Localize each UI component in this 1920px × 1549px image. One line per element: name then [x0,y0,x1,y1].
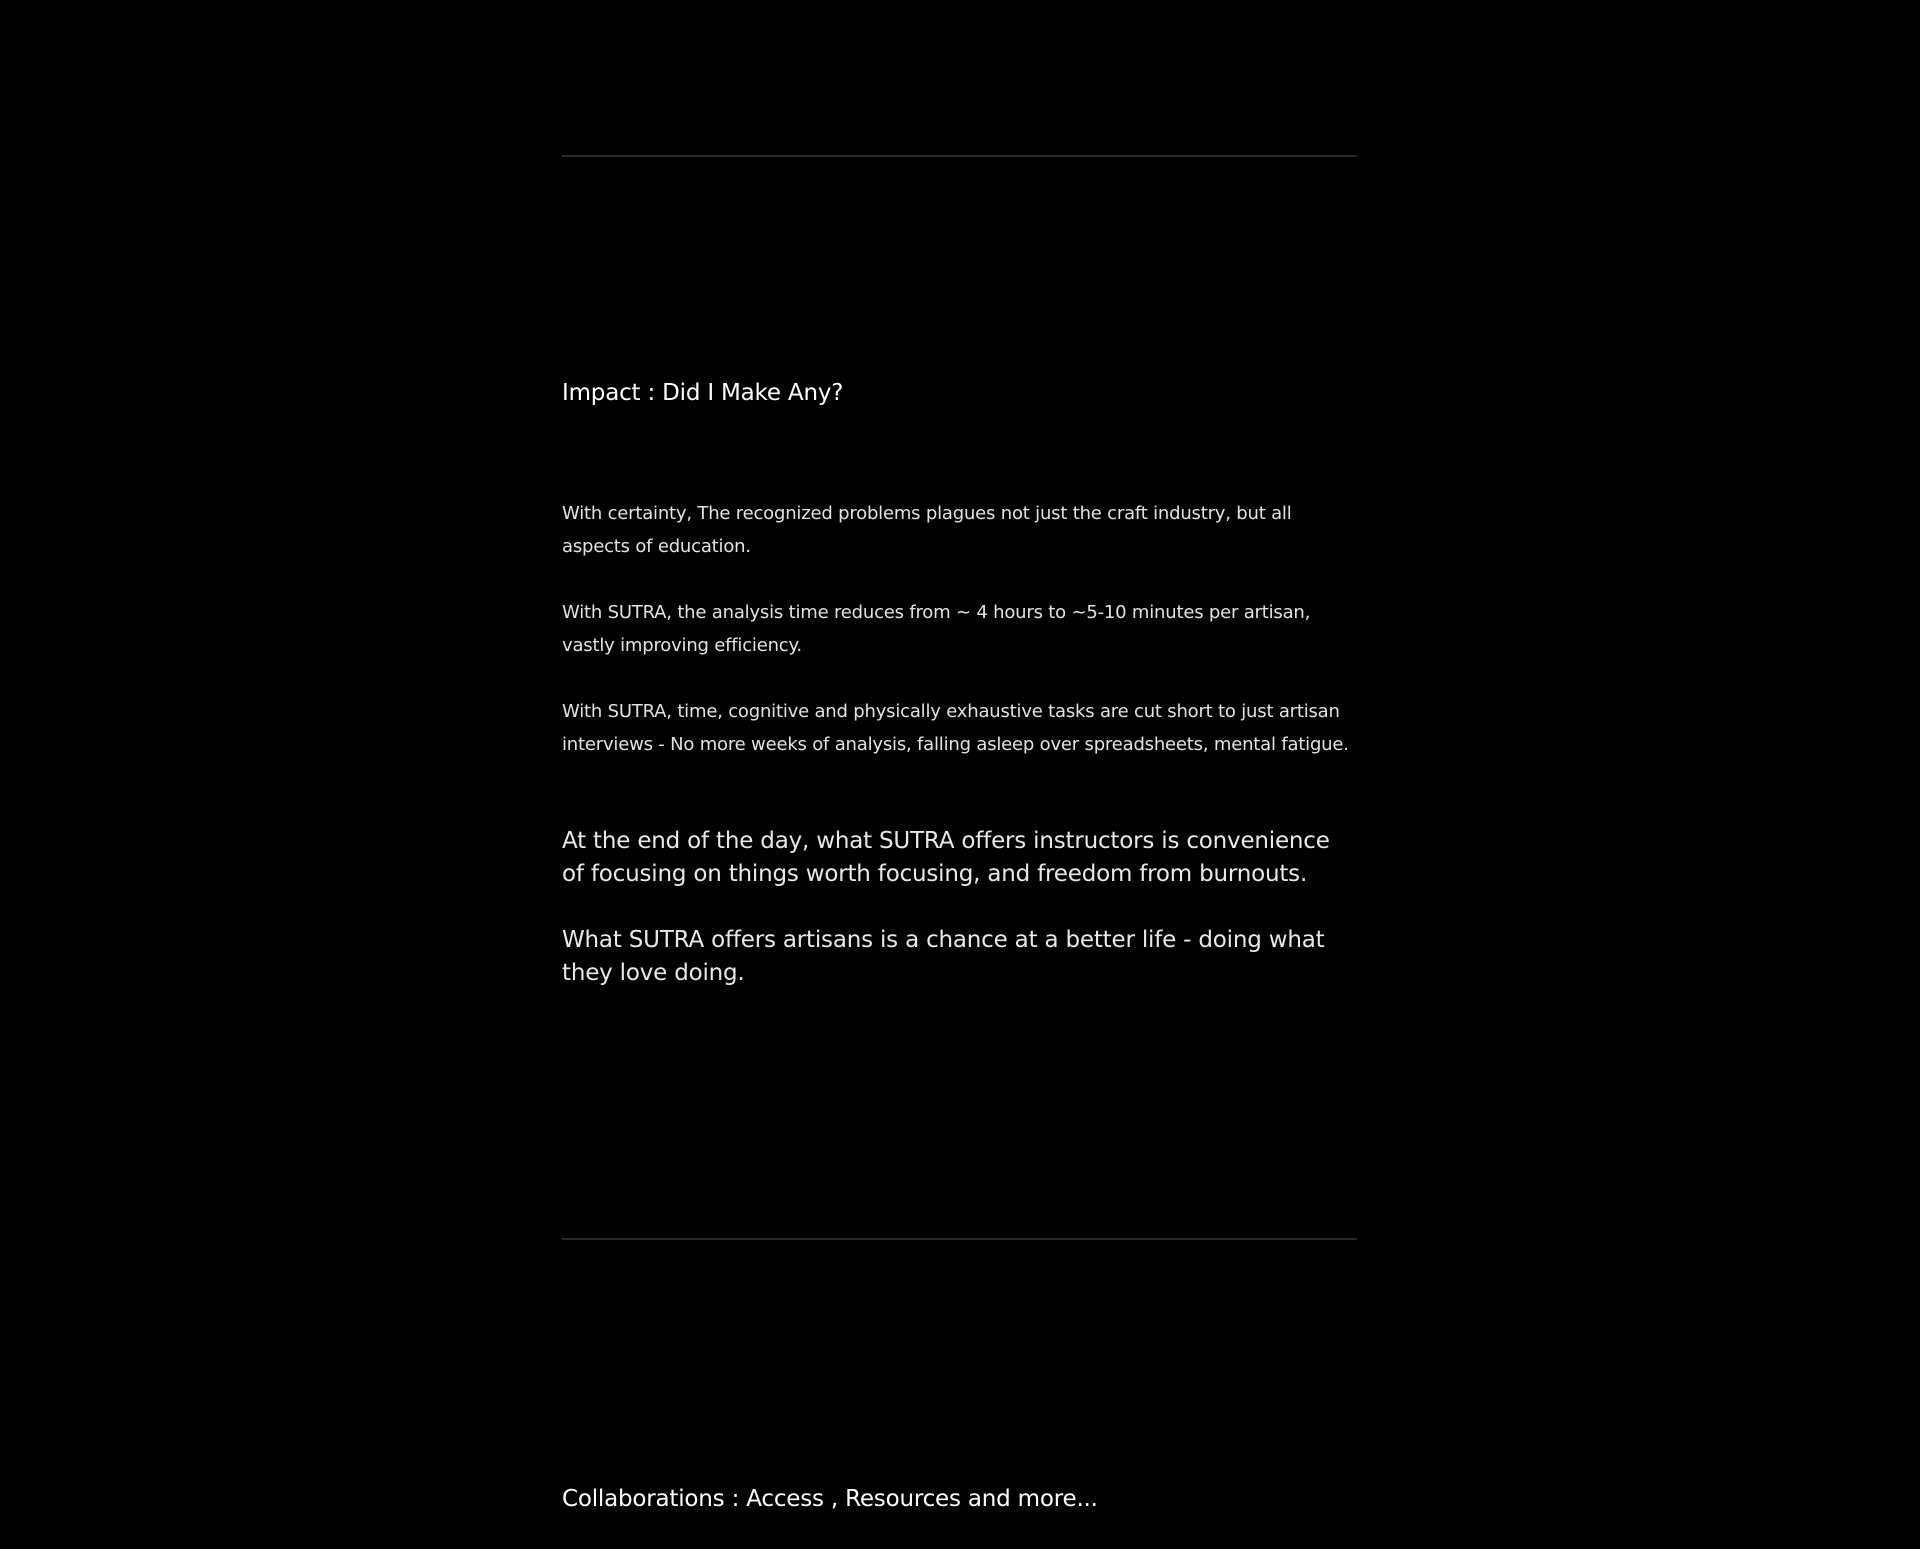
impact-heading: Impact : Did I Make Any? [562,380,844,406]
impact-point-2: With SUTRA, the analysis time reduces from ~ 4 hours to ~5-10 minutes per artisan, vastly improving efficiency. [562,602,1311,656]
section-divider-top [562,155,1357,157]
impact-closing-artisans: What SUTRA offers artisans is a chance at a better life - doing what they love doing. [562,927,1325,986]
collaborations-heading: Collaborations : Access , Resources and more... [562,1486,1098,1512]
main-content [562,0,1357,1549]
impact-point-1: With certainty, The recognized problems plagues not just the craft industry, but all aspects of education. [562,503,1292,557]
section-divider-bottom [562,1238,1357,1240]
impact-closing-instructors: At the end of the day, what SUTRA offers instructors is convenience of focusing on things worth focusing, and freedom from burnouts. [562,828,1330,887]
impact-point-3: With SUTRA, time, cognitive and physically exhaustive tasks are cut short to just artisan interviews - No more weeks of analysis, falling asleep over spreadsheets, mental fatigue. [562,701,1349,755]
